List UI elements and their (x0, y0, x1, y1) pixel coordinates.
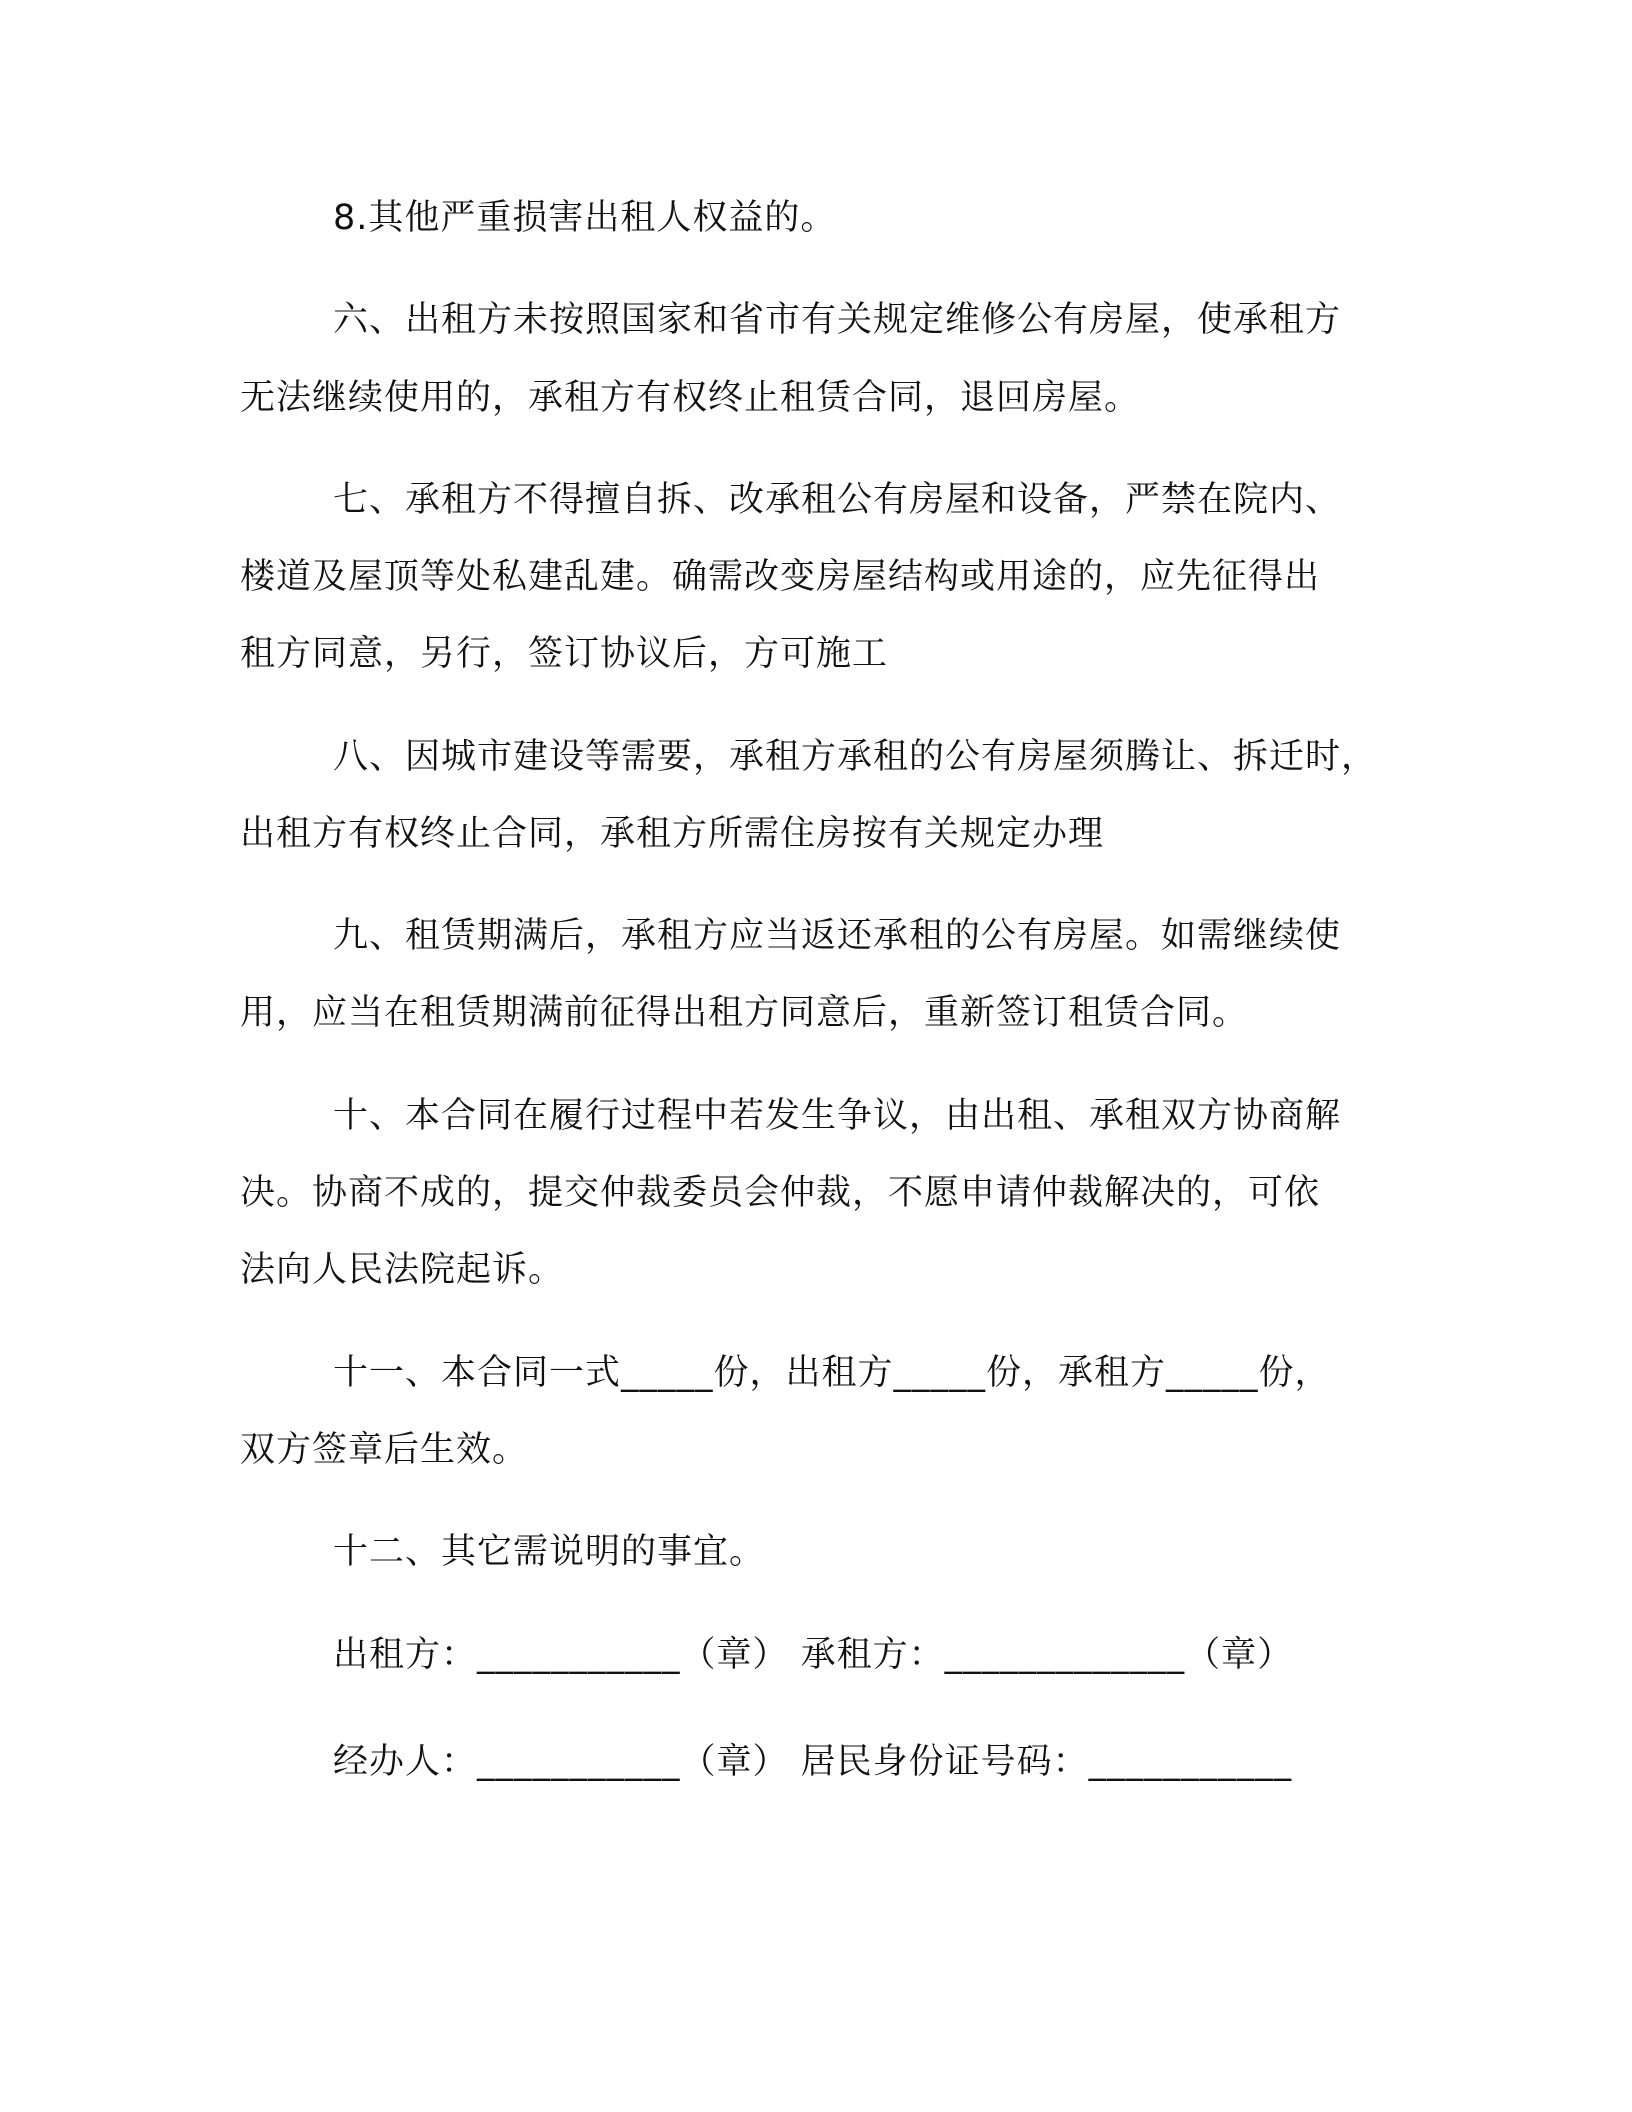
clause-7-line-2: 楼道及屋顶等处私建乱建。确需改变房屋结构或用途的，应先征得出 (240, 557, 1321, 597)
clause-11-line-2: 双方签章后生效。 (240, 1430, 529, 1470)
clause-10-line-3: 法向人民法院起诉。 (240, 1250, 565, 1290)
clause-8-item: 8.其他严重损害出租人权益的。 (333, 198, 837, 238)
signature-lessor-lessee: 出租方：___________（章） 承租方：_____________（章） (333, 1635, 1294, 1675)
clause-12-line: 十二、其它需说明的事宜。 (333, 1532, 766, 1572)
clause-10-line-2: 决。协商不成的，提交仲裁委员会仲裁，不愿申请仲裁解决的，可依 (240, 1173, 1321, 1213)
clause-7-line-1: 七、承租方不得擅自拆、改承租公有房屋和设备，严禁在院内、 (333, 480, 1342, 520)
clause-9-line-2: 用，应当在租赁期满前征得出租方同意后，重新签订租赁合同。 (240, 993, 1249, 1033)
clause-7-line-3: 租方同意，另行，签订协议后，方可施工 (240, 634, 889, 674)
clause-9-line-1: 九、租赁期满后，承租方应当返还承租的公有房屋。如需继续使 (333, 916, 1342, 956)
signature-agent-id: 经办人：___________（章） 居民身份证号码：___________ (333, 1742, 1293, 1782)
clause-6-line-2: 无法继续使用的，承租方有权终止租赁合同，退回房屋。 (240, 378, 1141, 418)
clause-8-line-1: 八、因城市建设等需要，承租方承租的公有房屋须腾让、拆迁时， (333, 737, 1378, 777)
clause-6-line-1: 六、出租方未按照国家和省市有关规定维修公有房屋，使承租方 (333, 300, 1342, 340)
clause-10-line-1: 十、本合同在履行过程中若发生争议，由出租、承租双方协商解 (333, 1096, 1342, 1136)
clause-8-line-2: 出租方有权终止合同，承租方所需住房按有关规定办理 (240, 814, 1105, 854)
clause-11-line-1: 十一、本合同一式_____份，出租方_____份，承租方_____份， (333, 1353, 1331, 1393)
